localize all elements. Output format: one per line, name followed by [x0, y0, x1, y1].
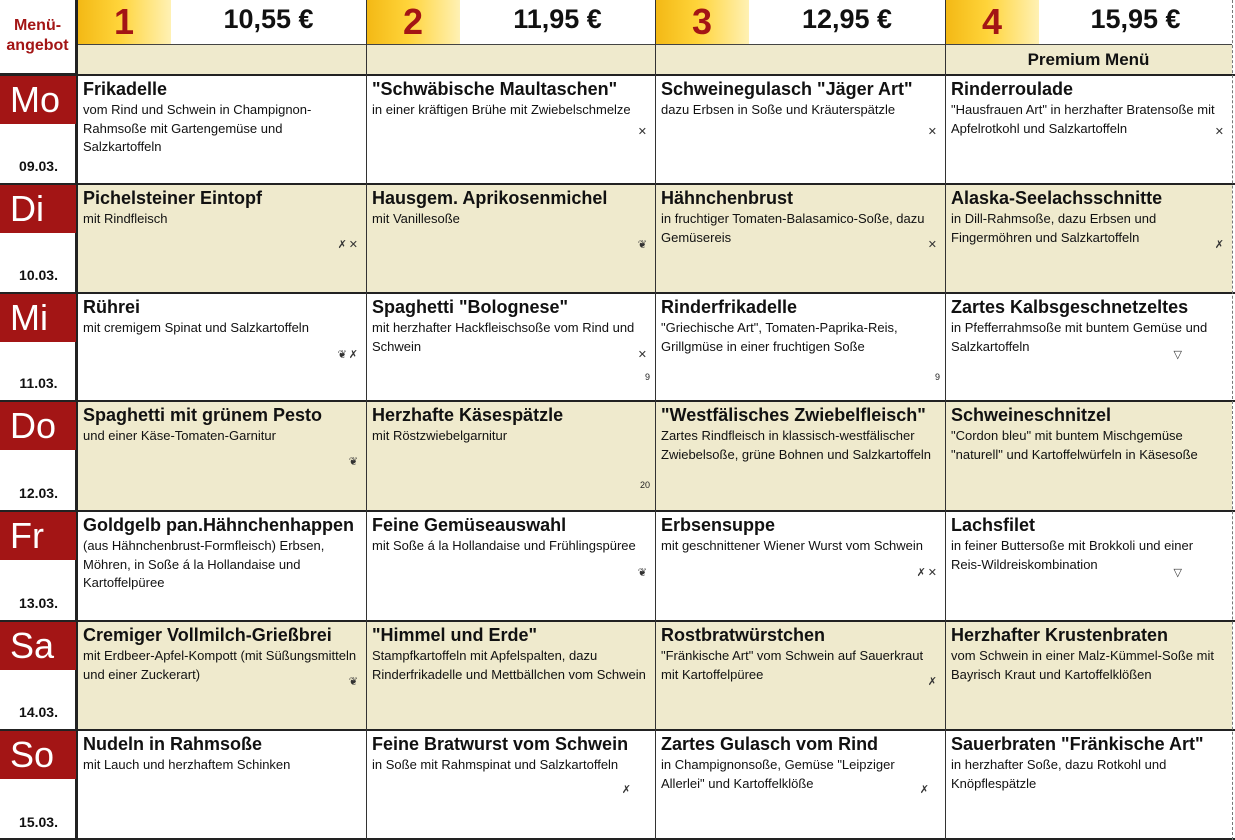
dish-desc: vom Schwein in einer Malz-Kümmel-Soße mit Bayrisch Kraut und Kartoffelklößen	[951, 648, 1214, 682]
dish-title: "Himmel und Erde"	[372, 625, 538, 645]
dish-title: Rührei	[83, 297, 141, 317]
grid-line	[945, 0, 946, 840]
allergen-icon: ❦	[637, 239, 649, 251]
dish-desc: mit Vanillesoße	[372, 211, 460, 226]
menu-subtitle-1	[77, 44, 366, 75]
day-monday	[0, 75, 77, 184]
dish-title: Spaghetti mit grünem Pesto	[83, 405, 323, 425]
dish-desc: in Dill-Rahmsoße, dazu Erbsen und Fingermöhren und Salzkartoffeln	[951, 211, 1157, 245]
dish-fr-3	[655, 511, 945, 621]
dish-title: Schweinegulasch "Jäger Art"	[661, 79, 913, 99]
dish-title: Frikadelle	[83, 79, 168, 99]
grid-line	[0, 400, 1235, 402]
dish-title: Alaska-Seelachsschnitte	[951, 188, 1163, 208]
grid-line	[0, 729, 1235, 731]
day-name-friday: Fr	[0, 511, 77, 560]
dish-do-1	[77, 401, 366, 511]
dish-title: Feine Gemüseauswahl	[372, 515, 567, 535]
allergen-icon: ❦	[637, 567, 649, 579]
day-date-sunday: 15.03.	[19, 814, 58, 830]
dish-so-1	[77, 730, 366, 840]
dish-desc: mit Rindfleisch	[83, 211, 168, 226]
dish-do-4	[945, 401, 1232, 511]
dish-sa-2	[366, 621, 655, 730]
dish-desc: mit Lauch und herzhaftem Schinken	[83, 757, 291, 772]
dish-mo-3	[655, 75, 945, 184]
grid-line	[0, 74, 1235, 76]
day-tuesday	[0, 184, 77, 293]
dish-title: "Schwäbische Maultaschen"	[372, 79, 618, 99]
dish-do-2	[366, 401, 655, 511]
dish-title: Lachsfilet	[951, 515, 1036, 535]
dish-di-2	[366, 184, 655, 293]
dish-do-3	[655, 401, 945, 511]
allergen-icon: ✗✕	[916, 567, 939, 579]
dish-mi-1	[77, 293, 366, 401]
allergen-icon: ❦	[348, 456, 360, 468]
right-edge-dashed-line	[1232, 0, 1233, 840]
day-date-tuesday: 10.03.	[19, 267, 58, 283]
day-wednesday	[0, 293, 77, 401]
grid-line	[0, 183, 1235, 185]
day-date-thursday: 12.03.	[19, 485, 58, 501]
day-sunday	[0, 730, 77, 840]
dish-desc: mit geschnittener Wiener Wurst vom Schwein	[661, 538, 924, 553]
dish-fr-4	[945, 511, 1232, 621]
grid-line	[76, 0, 78, 840]
menu-number-3: 3	[655, 0, 749, 44]
dish-so-2	[366, 730, 655, 840]
day-saturday	[0, 621, 77, 730]
dish-mi-4	[945, 293, 1232, 401]
menu-subtitle-3	[655, 44, 945, 75]
dish-title: Feine Bratwurst vom Schwein	[372, 734, 629, 754]
dish-desc: "Cordon bleu" mit buntem Mischgemüse "naturell" und Kartoffelwürfeln in Käsesoße	[951, 428, 1198, 462]
footnote-number: 9	[644, 372, 650, 382]
allergen-icon: ❦	[348, 676, 360, 688]
dish-title: Zartes Kalbsgeschnetzeltes	[951, 297, 1189, 317]
allergen-icon: ✗	[927, 676, 939, 688]
menu-price-1: 10,55 €	[171, 0, 366, 44]
grid-line	[366, 0, 367, 840]
day-friday	[0, 511, 77, 621]
dish-title: Sauerbraten "Fränkische Art"	[951, 734, 1204, 754]
dish-title: Schweineschnitzel	[951, 405, 1112, 425]
day-name-monday: Mo	[0, 75, 77, 124]
dish-title: Rinderfrikadelle	[661, 297, 798, 317]
menu-subtitle-4	[945, 44, 1232, 75]
menu-number-1: 1	[77, 0, 171, 44]
dish-desc: in feiner Buttersoße mit Brokkoli und einer Reis-Wildreiskombination	[951, 538, 1194, 572]
glass-icon: ▽	[1173, 349, 1184, 361]
allergen-icon: ✕	[1214, 126, 1226, 138]
dish-sa-4	[945, 621, 1232, 730]
dish-title: Nudeln in Rahmsoße	[83, 734, 263, 754]
dish-desc: "Griechische Art", Tomaten-Paprika-Reis, Grillgmüse in einer fruchtigen Soße	[661, 320, 898, 354]
dish-desc: vom Rind und Schwein in Champignon-Rahmsoße mit Gartengemüse und Salzkartoffeln	[83, 102, 312, 154]
allergen-icon: ✗✕	[337, 239, 360, 251]
dish-desc: und einer Käse-Tomaten-Garnitur	[83, 428, 276, 443]
allergen-icon: ✕	[927, 126, 939, 138]
dish-desc: in Soße mit Rahmspinat und Salzkartoffeln	[372, 757, 619, 772]
allergen-icon: ✗	[621, 784, 633, 796]
dish-desc: mit Erdbeer-Apfel-Kompott (mit Süßungsmitteln und einer Zuckerart)	[83, 648, 357, 682]
menu-label	[0, 0, 77, 75]
dish-desc: in Champignonsoße, Gemüse "Leipziger Allerlei" und Kartoffelklöße	[661, 757, 895, 791]
menu-subtitle-2	[366, 44, 655, 75]
allergen-icon: ✗	[1214, 239, 1226, 251]
allergen-icon: ❦✗	[337, 349, 360, 361]
dish-desc: in herzhafter Soße, dazu Rotkohl und Knöpflespätzle	[951, 757, 1167, 791]
dish-fr-2	[366, 511, 655, 621]
dish-title: Herzhafter Krustenbraten	[951, 625, 1169, 645]
day-date-saturday: 14.03.	[19, 704, 58, 720]
dish-desc: in Pfefferrahmsoße mit buntem Gemüse und Salzkartoffeln	[951, 320, 1208, 354]
dish-di-4	[945, 184, 1232, 293]
dish-sa-1	[77, 621, 366, 730]
day-name-sunday: So	[0, 730, 77, 779]
day-date-wednesday: 11.03.	[19, 375, 58, 391]
dish-title: Pichelsteiner Eintopf	[83, 188, 263, 208]
dish-mi-2	[366, 293, 655, 401]
day-name-saturday: Sa	[0, 621, 77, 670]
day-name-tuesday: Di	[0, 184, 77, 233]
grid-line	[0, 510, 1235, 512]
dish-title: Goldgelb pan.Hähnchenhappen	[83, 515, 355, 535]
dish-desc: Zartes Rindfleisch in klassisch-westfälischer Zwiebelsoße, grüne Bohnen und Salzkartoffeln	[661, 428, 932, 462]
grid-line	[0, 620, 1235, 622]
dish-title: Spaghetti "Bolognese"	[372, 297, 569, 317]
dish-desc: mit herzhafter Hackfleischsoße vom Rind und Schwein	[372, 320, 635, 354]
allergen-icon: ✕	[927, 239, 939, 251]
day-name-wednesday: Mi	[0, 293, 77, 342]
allergen-icon: ✕	[637, 126, 649, 138]
dish-desc: in fruchtiger Tomaten-Balasamico-Soße, dazu Gemüsereis	[661, 211, 925, 245]
dish-desc: mit Röstzwiebelgarnitur	[372, 428, 508, 443]
day-name-thursday: Do	[0, 401, 77, 450]
dish-title: Hähnchenbrust	[661, 188, 794, 208]
dish-mi-3	[655, 293, 945, 401]
dish-desc: "Fränkische Art" vom Schwein auf Sauerkraut mit Kartoffelpüree	[661, 648, 924, 682]
dish-so-3	[655, 730, 945, 840]
menu-number-2: 2	[366, 0, 460, 44]
dish-di-3	[655, 184, 945, 293]
menu-price-4: 15,95 €	[1039, 0, 1232, 44]
dish-sa-3	[655, 621, 945, 730]
dish-desc: dazu Erbsen in Soße und Kräuterspätzle	[661, 102, 896, 117]
dish-desc: mit Soße á la Hollandaise und Frühlingspüree	[372, 538, 636, 553]
premium-menu-label: Premium Menü	[1027, 50, 1150, 69]
dish-title: "Westfälisches Zwiebelfleisch"	[661, 405, 926, 425]
menu-label-line1: Menü-	[13, 17, 62, 34]
dish-mo-2	[366, 75, 655, 184]
dish-desc: Stampfkartoffeln mit Apfelspalten, dazu Rinderfrikadelle und Mettbällchen vom Schwein	[372, 648, 646, 682]
footnote-number: 20	[639, 480, 650, 490]
dish-so-4	[945, 730, 1232, 840]
menu-label-line2: angebot	[6, 37, 69, 54]
day-thursday	[0, 401, 77, 511]
day-date-friday: 13.03.	[19, 595, 58, 611]
dish-title: Rinderroulade	[951, 79, 1074, 99]
dish-desc: (aus Hähnchenbrust-Formfleisch) Erbsen, Möhren, in Soße á la Hollandaise und Kartoffelpüree	[83, 538, 325, 590]
grid-line	[655, 0, 656, 840]
dish-title: Zartes Gulasch vom Rind	[661, 734, 879, 754]
dish-title: Herzhafte Käsespätzle	[372, 405, 564, 425]
grid-line	[0, 292, 1235, 294]
footnote-number: 9	[934, 372, 940, 382]
menu-number-4: 4	[945, 0, 1039, 44]
dish-title: Rostbratwürstchen	[661, 625, 826, 645]
dish-mo-4	[945, 75, 1232, 184]
dish-mo-1	[77, 75, 366, 184]
menu-price-3: 12,95 €	[749, 0, 945, 44]
allergen-icon: ✕	[637, 349, 649, 361]
allergen-icon: ✗	[919, 784, 931, 796]
dish-title: Erbsensuppe	[661, 515, 776, 535]
dish-desc: "Hausfrauen Art" in herzhafter Bratensoße mit Apfelrotkohl und Salzkartoffeln	[951, 102, 1215, 136]
dish-desc: in einer kräftigen Brühe mit Zwiebelschmelze	[372, 102, 631, 117]
dish-desc: mit cremigem Spinat und Salzkartoffeln	[83, 320, 309, 335]
day-date-monday: 09.03.	[19, 158, 58, 174]
glass-icon: ▽	[1173, 567, 1184, 579]
dish-fr-1	[77, 511, 366, 621]
dish-title: Hausgem. Aprikosenmichel	[372, 188, 608, 208]
menu-price-2: 11,95 €	[460, 0, 655, 44]
dish-di-1	[77, 184, 366, 293]
dish-title: Cremiger Vollmilch-Grießbrei	[83, 625, 332, 645]
